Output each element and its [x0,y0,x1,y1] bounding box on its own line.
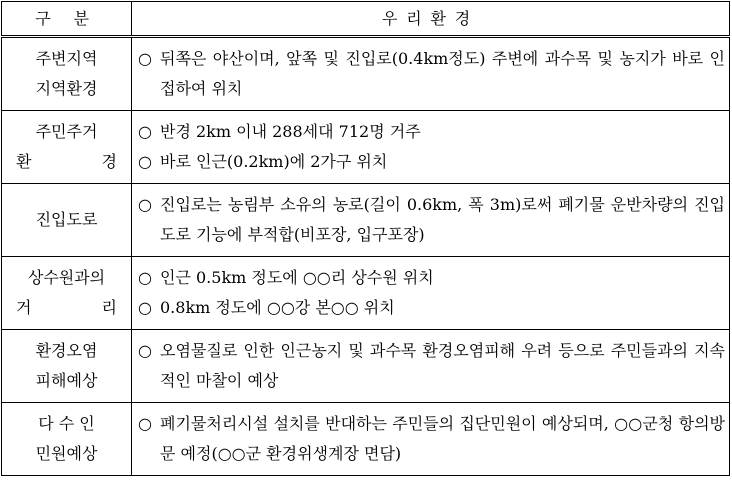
list-item [138,190,725,250]
row-content [132,37,730,111]
list-item [138,263,725,293]
list-item-text: 뒤쪽은 야산이며, 앞쪽 및 진입로(0.4km정도) 주변에 과수목 및 농지가 바로 인접하여 위치 [160,49,725,98]
table-header-row [2,2,730,37]
row-label-line: 거 리 [16,298,117,317]
list-item [138,409,725,469]
row-label-line: 피해예상 [35,371,98,390]
environment-header: 우리환경 [132,2,730,37]
circle-bullet-icon: ○ [138,49,152,68]
row-label-line: 지역환경 [35,79,98,98]
row-label-surrounding-area [2,37,132,111]
circle-bullet-icon: ○ [138,152,152,171]
table-row [2,257,730,330]
row-label-water-source-distance [2,257,132,330]
table-row [2,403,730,476]
row-label-pollution-damage [2,330,132,403]
table-row [2,330,730,403]
circle-bullet-icon: ○ [138,414,152,433]
row-label-civil-complaints [2,403,132,476]
table-row [2,111,730,184]
row-label-line: 환경오염 [35,341,98,360]
row-content [132,111,730,184]
list-item [138,147,725,177]
table-row [2,184,730,257]
row-label-residential [2,111,132,184]
row-label-line: 다 수 인 [38,414,95,433]
list-item-text: 반경 2km 이내 288세대 712명 거주 [160,122,421,141]
row-label-line: 환 경 [16,152,117,171]
row-label-line: 민원예상 [35,444,98,463]
circle-bullet-icon: ○ [138,298,152,317]
list-item-text: 진입로는 농림부 소유의 농로(길이 0.6km, 폭 3m)로써 폐기물 운반차량의 진입도로 기능에 부적합(비포장, 입구포장) [160,195,725,244]
list-item [138,117,725,147]
row-content [132,403,730,476]
list-item [138,293,725,323]
list-item-text: 0.8km 정도에 ○○강 본○○ 위치 [160,298,395,317]
row-content [132,330,730,403]
row-content [132,257,730,330]
list-item-text: 인근 0.5km 정도에 ○○리 상수원 위치 [160,268,434,287]
list-item [138,44,725,104]
list-item-text: 폐기물처리시설 설치를 반대하는 주민들의 집단민원이 예상되며, ○○군청 항의방문 예정(○○군 환경위생계장 면담) [160,414,725,463]
list-item-text: 오염물질로 인한 인근농지 및 과수목 환경오염피해 우려 등으로 주민들과의 지속적인 마찰이 예상 [160,341,725,390]
list-item-text: 바로 인근(0.2km)에 2가구 위치 [160,152,388,171]
row-label-line: 진입도로 [35,210,98,229]
table-row [2,37,730,111]
row-label-line: 상수원과의 [27,268,106,287]
category-header: 구 분 [2,2,132,37]
row-label-line: 주변지역 [35,49,98,68]
circle-bullet-icon: ○ [138,268,152,287]
circle-bullet-icon: ○ [138,195,152,214]
list-item [138,336,725,396]
row-label-access-road [2,184,132,257]
environment-table [1,1,730,476]
row-label-line: 주민주거 [35,122,98,141]
circle-bullet-icon: ○ [138,341,152,360]
row-content [132,184,730,257]
circle-bullet-icon: ○ [138,122,152,141]
